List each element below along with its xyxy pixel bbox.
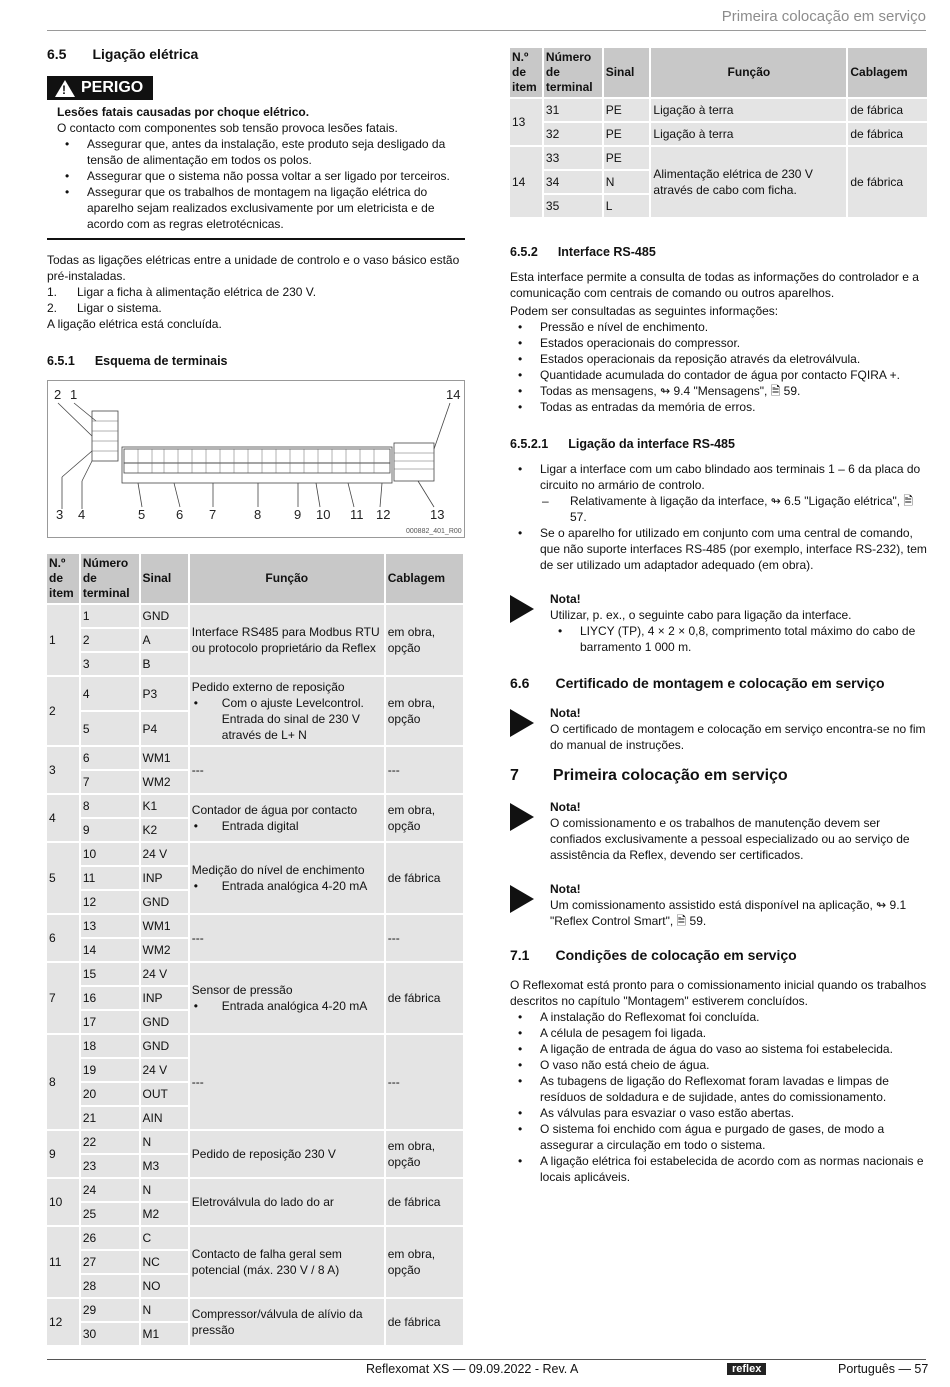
- terminal-cell: 17: [81, 1011, 139, 1033]
- terminal-cell: 35: [544, 195, 602, 217]
- list-item: • Assegurar que o sistema não possa voltar a ser ligado por terceiros.: [57, 168, 465, 184]
- diagram-callout: 11: [350, 507, 364, 522]
- diagram-callout: 6: [176, 507, 184, 522]
- terminal-cell: 16: [81, 987, 139, 1009]
- column-header: N.º de item: [510, 48, 542, 97]
- note-text: Utilizar, p. ex., o seguinte cabo para ligação da interface.: [550, 608, 852, 622]
- page-header-title: Primeira colocação em serviço: [721, 8, 926, 25]
- item-cell: 10: [47, 1179, 79, 1225]
- terminal-cell: 12: [81, 891, 139, 913]
- terminal-cell: 26: [81, 1227, 139, 1249]
- terminal-cell: 10: [81, 843, 139, 865]
- note-certificate: [510, 705, 927, 753]
- wiring-cell: de fábrica: [848, 123, 927, 145]
- terminal-cell: 27: [81, 1251, 139, 1273]
- terminal-cell: 18: [81, 1035, 139, 1057]
- signal-cell: INP: [141, 867, 188, 889]
- note-app: [510, 881, 927, 929]
- terminal-cell: 28: [81, 1275, 139, 1297]
- table-row: [47, 963, 463, 985]
- function-text: Interface RS485 para Modbus RTU ou protocolo proprietário da Reflex: [191, 625, 380, 655]
- note-text: Um comissionamento assistido está disponível na aplicação, ↬ 9.1 "Reflex Control Smart", 🗎 59.: [550, 898, 907, 928]
- list-item: • O vaso não está cheio de água.: [510, 1057, 927, 1073]
- function-text: Pedido externo de reposição: [191, 680, 345, 694]
- table-row: [47, 747, 463, 769]
- terminal-cell: 8: [81, 795, 139, 817]
- diagram-callout: 1: [70, 387, 78, 402]
- list-item: 1. Ligar a ficha à alimentação elétrica de 230 V.: [47, 285, 317, 299]
- function-cell: [190, 843, 384, 913]
- signal-cell: N: [141, 1299, 188, 1321]
- function-text: ---: [191, 763, 204, 777]
- table-row: [47, 1179, 463, 1201]
- reflex-logo: reflex: [727, 1363, 766, 1375]
- terminal-cell: 11: [81, 867, 139, 889]
- result-text: A ligação elétrica está concluída.: [47, 317, 222, 331]
- wiring-cell: de fábrica: [848, 99, 927, 121]
- terminal-cell: 19: [81, 1059, 139, 1081]
- item-cell: 2: [47, 677, 79, 745]
- diagram-callout: 14: [446, 387, 461, 402]
- function-cell: [190, 915, 384, 961]
- left-column: [47, 46, 465, 1347]
- table-body: [510, 99, 927, 217]
- section-6-5-2-1-heading: 6.5.2.1 Ligação da interface RS-485: [510, 437, 735, 451]
- signal-cell: GND: [141, 1011, 188, 1033]
- section-6-5-1-heading: 6.5.1 Esquema de terminais: [47, 354, 228, 368]
- terminal-cell: 13: [81, 915, 139, 937]
- item-cell: 1: [47, 605, 79, 675]
- list-item: • LIYCY (TP), 4 × 2 × 0,8, comprimento total máximo do cabo de barramento 1 000 m.: [550, 623, 927, 655]
- note-cable: [510, 591, 927, 655]
- list-item: • O sistema foi enchido com água e purgado de gases, de modo a assegurar a circulação em todo o sistema.: [510, 1121, 927, 1153]
- terminal-cell: 31: [544, 99, 602, 121]
- signal-cell: K1: [141, 795, 188, 817]
- function-cell: [190, 1227, 384, 1297]
- rs485-connection-list: [510, 461, 927, 493]
- rs485-intro: Esta interface permite a consulta de todas as informações do controlador e a comunicação com centrais de comando ou outros aparelhos.: [510, 270, 919, 300]
- function-text: Contacto de falha geral sem potencial (máx. 230 V / 8 A): [191, 1247, 342, 1277]
- list-item: • Entrada analógica 4-20 mA: [192, 998, 382, 1014]
- function-cell: [190, 1179, 384, 1225]
- signal-cell: NO: [141, 1275, 188, 1297]
- signal-cell: B: [141, 653, 188, 675]
- signal-cell: NC: [141, 1251, 188, 1273]
- footer-page: Português — 57: [838, 1362, 929, 1376]
- table-row: [510, 147, 927, 169]
- function-text: Pedido de reposição 230 V: [191, 1147, 336, 1161]
- function-cell: [190, 963, 384, 1033]
- table-header-row: [47, 554, 463, 603]
- diagram-callout: 9: [294, 507, 302, 522]
- diagram-callout: 8: [254, 507, 262, 522]
- column-header: Sinal: [604, 48, 650, 97]
- signal-cell: AIN: [141, 1107, 188, 1129]
- list-item: • Quantidade acumulada do contador de água por contacto FQIRA +.: [510, 367, 927, 383]
- list-item: • Todas as entradas da memória de erros.: [510, 399, 927, 415]
- function-cell: [190, 795, 384, 841]
- wiring-cell: em obra, opção: [386, 1227, 463, 1297]
- terminal-cell: 3: [81, 653, 139, 675]
- function-text: Compressor/válvula de alívio da pressão: [191, 1307, 363, 1337]
- diagram-callout: 3: [56, 507, 64, 522]
- list-item: • As tubagens de ligação do Reflexomat foram lavadas e limpas de resíduos de soldadura e de sujidade, antes do comissionamento.: [510, 1073, 927, 1105]
- rs485-connection-list-2: [510, 525, 927, 573]
- conditions-intro: O Reflexomat está pronto para o comissionamento inicial quando os trabalhos descritos no capítulo "Montagem" estiverem concluídos.: [510, 978, 927, 1008]
- signal-cell: GND: [141, 1035, 188, 1057]
- wiring-cell: de fábrica: [386, 963, 463, 1033]
- item-cell: 13: [510, 99, 542, 145]
- wiring-cell: em obra, opção: [386, 605, 463, 675]
- diagram-callout: 5: [138, 507, 146, 522]
- warning-icon: !: [55, 80, 75, 97]
- note-arrow-icon: [510, 595, 534, 623]
- function-cell: [190, 1131, 384, 1177]
- signal-cell: PE: [604, 99, 650, 121]
- wiring-cell: de fábrica: [386, 1179, 463, 1225]
- note-arrow-icon: [510, 709, 534, 737]
- signal-cell: N: [141, 1131, 188, 1153]
- signal-cell: WM2: [141, 771, 188, 793]
- function-text: Sensor de pressão: [191, 983, 293, 997]
- function-cell: [190, 1035, 384, 1129]
- sub-list-item: – Relativamente à ligação da interface, ↬ 6.5 "Ligação elétrica", 🗎 57.: [510, 493, 927, 525]
- signal-cell: P4: [141, 712, 188, 745]
- function-text: ---: [191, 931, 204, 945]
- right-column: [510, 46, 927, 1185]
- list-item: • Assegurar que os trabalhos de montagem na ligação elétrica do aparelho sejam realizados exclusivamente por um eletricista e de acordo com as regras eletrotécnicas.: [57, 184, 465, 232]
- terminal-diagram: [47, 380, 465, 538]
- terminal-cell: 6: [81, 747, 139, 769]
- conditions-bullets: [510, 1009, 927, 1185]
- list-item: • As válvulas para esvaziar o vaso estão abertas.: [510, 1105, 927, 1121]
- table-row: [510, 99, 927, 121]
- terminal-cell: 21: [81, 1107, 139, 1129]
- function-bullets: [192, 818, 382, 834]
- diagram-code: 000882_401_R00: [406, 528, 462, 535]
- item-cell: 11: [47, 1227, 79, 1297]
- column-header: Função: [190, 554, 384, 603]
- signal-cell: WM2: [141, 939, 188, 961]
- chapter-7-heading: 7 Primeira colocação em serviço: [510, 767, 788, 784]
- table-row: [510, 123, 927, 145]
- note-title: Nota!: [550, 800, 581, 814]
- wiring-cell: ---: [386, 915, 463, 961]
- note-commissioning: [510, 799, 927, 863]
- table-row: [47, 677, 463, 710]
- note-title: Nota!: [550, 592, 581, 606]
- function-cell: [190, 747, 384, 793]
- wiring-cell: de fábrica: [386, 843, 463, 913]
- note-text: O comissionamento e os trabalhos de manutenção devem ser confiados exclusivamente a pessoal especializado ou ao serviço de assistência da Reflex, devendo ser certificados.: [550, 816, 910, 862]
- list-item: • Ligar a interface com um cabo blindado aos terminais 1 – 6 da placa do circuito no armário de controlo.: [510, 461, 927, 493]
- wiring-cell: de fábrica: [386, 1299, 463, 1345]
- list-item: • Entrada analógica 4-20 mA: [192, 878, 382, 894]
- column-header: Número de terminal: [81, 554, 139, 603]
- wiring-cell: de fábrica: [848, 147, 927, 217]
- note-bullets: [550, 623, 927, 655]
- signal-cell: M1: [141, 1323, 188, 1345]
- function-cell: Ligação à terra: [651, 99, 846, 121]
- signal-cell: A: [141, 629, 188, 651]
- list-item: • A ligação elétrica foi estabelecida de acordo com as normas nacionais e locais aplicáveis.: [510, 1153, 927, 1185]
- danger-text: O contacto com componentes sob tensão provoca lesões fatais.: [57, 121, 398, 135]
- danger-headline: Lesões fatais causadas por choque elétrico.: [57, 105, 310, 119]
- table-row: [47, 1299, 463, 1321]
- terminal-cell: 4: [81, 677, 139, 710]
- section-6-5-2-heading: 6.5.2 Interface RS-485: [510, 245, 656, 259]
- item-cell: 4: [47, 795, 79, 841]
- column-header: Cablagem: [848, 48, 927, 97]
- intro-text: Todas as ligações elétricas entre a unidade de controlo e o vaso básico estão pré-instaladas.: [47, 253, 460, 283]
- terminal-table-2: [508, 46, 929, 219]
- item-cell: 9: [47, 1131, 79, 1177]
- terminal-cell: 34: [544, 171, 602, 193]
- signal-cell: N: [604, 171, 650, 193]
- function-bullets: [192, 878, 382, 894]
- signal-cell: PE: [604, 147, 650, 169]
- list-item: • A célula de pesagem foi ligada.: [510, 1025, 927, 1041]
- item-cell: 12: [47, 1299, 79, 1345]
- wiring-cell: ---: [386, 1035, 463, 1129]
- header-rule: [47, 30, 926, 31]
- column-header: N.º de item: [47, 554, 79, 603]
- signal-cell: GND: [141, 891, 188, 913]
- list-item: • Assegurar que, antes da instalação, este produto seja desligado da tensão de alimentação em todos os polos.: [57, 136, 465, 168]
- signal-cell: 24 V: [141, 1059, 188, 1081]
- list-item: 2. Ligar o sistema.: [47, 301, 162, 315]
- column-header: Número de terminal: [544, 48, 602, 97]
- list-item: • Pressão e nível de enchimento.: [510, 319, 927, 335]
- signal-cell: M2: [141, 1203, 188, 1225]
- terminal-table-1: [45, 552, 465, 1347]
- item-cell: 5: [47, 843, 79, 913]
- footer-doc: Reflexomat XS — 09.09.2022 - Rev. A: [366, 1362, 579, 1376]
- signal-cell: WM1: [141, 915, 188, 937]
- signal-cell: WM1: [141, 747, 188, 769]
- signal-cell: GND: [141, 605, 188, 627]
- terminal-cell: 20: [81, 1083, 139, 1105]
- signal-cell: PE: [604, 123, 650, 145]
- note-title: Nota!: [550, 882, 581, 896]
- terminal-cell: 23: [81, 1155, 139, 1177]
- terminal-cell: 1: [81, 605, 139, 627]
- function-cell: Alimentação elétrica de 230 V através de cabo com ficha.: [651, 147, 846, 217]
- signal-cell: M3: [141, 1155, 188, 1177]
- danger-box: [47, 104, 465, 240]
- terminal-cell: 33: [544, 147, 602, 169]
- diagram-callout: 7: [209, 507, 217, 522]
- signal-cell: K2: [141, 819, 188, 841]
- diagram-callout: 12: [376, 507, 391, 522]
- column-header: Função: [651, 48, 846, 97]
- terminal-cell: 2: [81, 629, 139, 651]
- function-text: Medição do nível de enchimento: [191, 863, 365, 877]
- danger-label: ! PERIGO: [47, 76, 153, 100]
- danger-bullets: [57, 136, 465, 232]
- list-item: • A ligação de entrada de água do vaso ao sistema foi estabelecida.: [510, 1041, 927, 1057]
- item-cell: 8: [47, 1035, 79, 1129]
- table-row: [47, 915, 463, 937]
- list-item: • Com o ajuste Levelcontrol. Entrada do sinal de 230 V através de L+ N: [192, 695, 382, 743]
- function-cell: [190, 677, 384, 745]
- function-cell: [190, 1299, 384, 1345]
- terminal-cell: 9: [81, 819, 139, 841]
- list-item: • Estados operacionais da reposição através da eletroválvula.: [510, 351, 927, 367]
- terminal-cell: 30: [81, 1323, 139, 1345]
- signal-cell: L: [604, 195, 650, 217]
- signal-cell: C: [141, 1227, 188, 1249]
- function-text: Contador de água por contacto: [191, 803, 358, 817]
- wiring-cell: em obra, opção: [386, 677, 463, 745]
- item-cell: 3: [47, 747, 79, 793]
- function-bullets: [192, 998, 382, 1014]
- function-cell: Ligação à terra: [651, 123, 846, 145]
- steps-list: [47, 284, 465, 316]
- note-arrow-icon: [510, 803, 534, 831]
- table-row: [47, 1227, 463, 1249]
- column-header: Cablagem: [386, 554, 463, 603]
- wiring-cell: em obra, opção: [386, 1131, 463, 1177]
- note-text: O certificado de montagem e colocação em serviço encontra-se no fim do manual de instruções.: [550, 722, 926, 752]
- diagram-callout: 2: [54, 387, 62, 402]
- list-item: • A instalação do Reflexomat foi concluída.: [510, 1009, 927, 1025]
- table-row: [47, 1131, 463, 1153]
- function-cell: [190, 605, 384, 675]
- table-row: [47, 1035, 463, 1057]
- function-text: Eletroválvula do lado do ar: [191, 1195, 334, 1209]
- column-header: Sinal: [141, 554, 188, 603]
- diagram-callout: 4: [78, 507, 86, 522]
- terminal-cell: 15: [81, 963, 139, 985]
- table-row: [47, 795, 463, 817]
- signal-cell: INP: [141, 987, 188, 1009]
- terminal-diagram-svg: [48, 381, 464, 537]
- list-item: • Entrada digital: [192, 818, 382, 834]
- table-body: [47, 605, 463, 1345]
- footer-rule: [47, 1359, 926, 1360]
- signal-cell: 24 V: [141, 963, 188, 985]
- item-cell: 14: [510, 147, 542, 217]
- terminal-cell: 25: [81, 1203, 139, 1225]
- table-row: [47, 605, 463, 627]
- function-bullets: [192, 695, 382, 743]
- signal-cell: 24 V: [141, 843, 188, 865]
- list-item: • Estados operacionais do compressor.: [510, 335, 927, 351]
- list-item: • Todas as mensagens, ↬ 9.4 "Mensagens", 🗎 59.: [510, 383, 927, 399]
- signal-cell: N: [141, 1179, 188, 1201]
- terminal-cell: 32: [544, 123, 602, 145]
- terminal-cell: 14: [81, 939, 139, 961]
- function-text: ---: [191, 1075, 204, 1089]
- section-6-5-heading: 6.5 Ligação elétrica: [47, 46, 199, 62]
- terminal-cell: 7: [81, 771, 139, 793]
- terminal-cell: 29: [81, 1299, 139, 1321]
- table-header-row: [510, 48, 927, 97]
- signal-cell: P3: [141, 677, 188, 710]
- list-item: • Se o aparelho for utilizado em conjunto com uma central de comando, que não suporte interfaces RS-485 (por exemplo, interface RS-232), tem de ser utilizado um adaptador adequado (em obra).: [510, 525, 927, 573]
- terminal-cell: 5: [81, 712, 139, 745]
- terminal-cell: 24: [81, 1179, 139, 1201]
- note-title: Nota!: [550, 706, 581, 720]
- item-cell: 7: [47, 963, 79, 1033]
- diagram-callout: 10: [316, 507, 331, 522]
- rs485-bullets: [510, 319, 927, 415]
- wiring-cell: em obra, opção: [386, 795, 463, 841]
- wiring-cell: ---: [386, 747, 463, 793]
- diagram-callout: 13: [430, 507, 445, 522]
- section-7-1-heading: 7.1 Condições de colocação em serviço: [510, 947, 797, 963]
- section-6-6-heading: 6.6 Certificado de montagem e colocação em serviço: [510, 675, 885, 691]
- rs485-list-intro: Podem ser consultadas as seguintes informações:: [510, 304, 779, 318]
- note-arrow-icon: [510, 885, 534, 913]
- item-cell: 6: [47, 915, 79, 961]
- table-row: [47, 843, 463, 865]
- signal-cell: OUT: [141, 1083, 188, 1105]
- terminal-cell: 22: [81, 1131, 139, 1153]
